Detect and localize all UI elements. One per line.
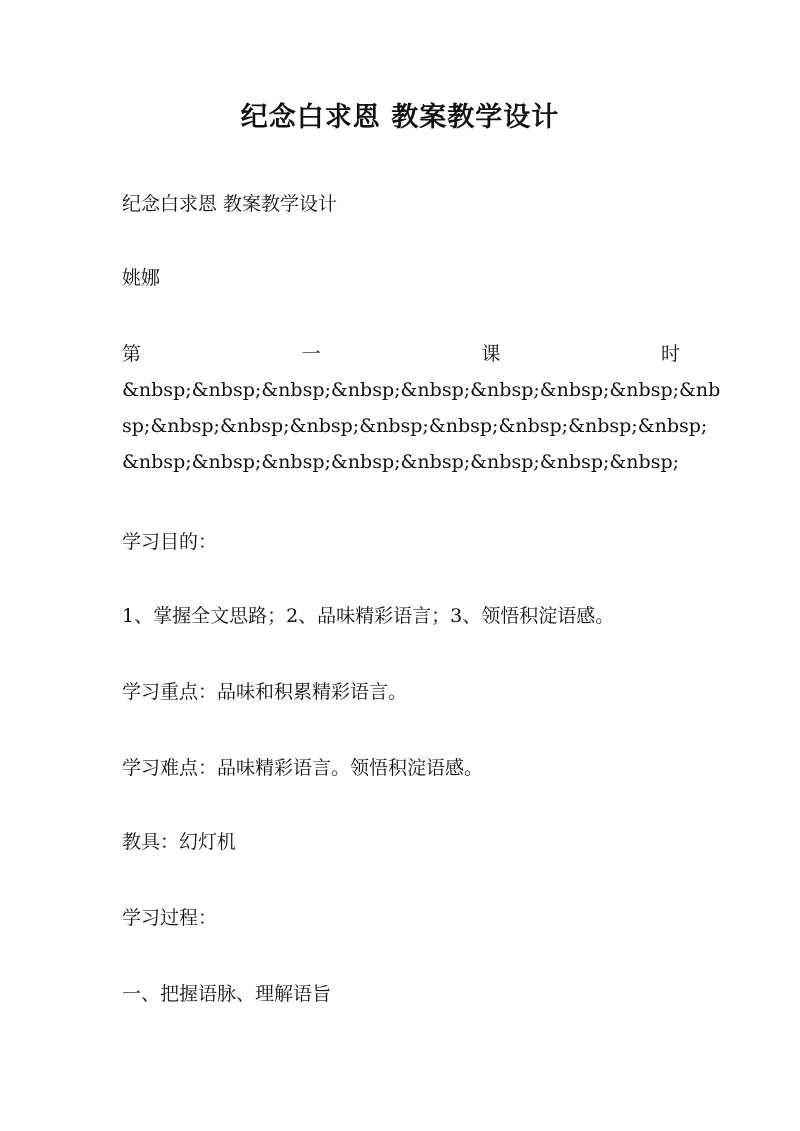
lesson-char: 课 [481, 343, 501, 365]
lesson-char: 第 [122, 343, 142, 365]
objectives-text: 1、掌握全文思路；2、品味精彩语言；3、领悟积淀语感。 [122, 605, 615, 627]
document-title: 纪念白求恩 教案教学设计 [240, 102, 560, 133]
nbsp-line: &nbsp;&nbsp;&nbsp;&nbsp;&nbsp;&nbsp;&nbsp;&nbsp; [122, 451, 680, 473]
author: 姚娜 [122, 267, 161, 289]
subtitle: 纪念白求恩 教案教学设计 [122, 193, 338, 215]
nbsp-line: &nbsp;&nbsp;&nbsp;&nbsp;&nbsp;&nbsp;&nbsp;&nbsp;&nb [122, 379, 721, 401]
lesson-period-line [122, 336, 680, 372]
lesson-char: 时 [660, 343, 680, 365]
nbsp-text-block [122, 372, 721, 480]
section-one-heading: 一、把握语脉、理解语旨 [122, 983, 332, 1005]
key-point-text: 学习重点：品味和积累精彩语言。 [122, 681, 408, 703]
nbsp-line: sp;&nbsp;&nbsp;&nbsp;&nbsp;&nbsp;&nbsp;&nbsp;&nbsp; [122, 415, 708, 437]
lesson-char: 一 [301, 343, 321, 365]
objective-heading: 学习目的： [122, 531, 218, 553]
process-heading: 学习过程： [122, 907, 218, 929]
tools-text: 教具：幻灯机 [122, 831, 237, 853]
difficulty-text: 学习难点：品味精彩语言。领悟积淀语感。 [122, 757, 484, 779]
